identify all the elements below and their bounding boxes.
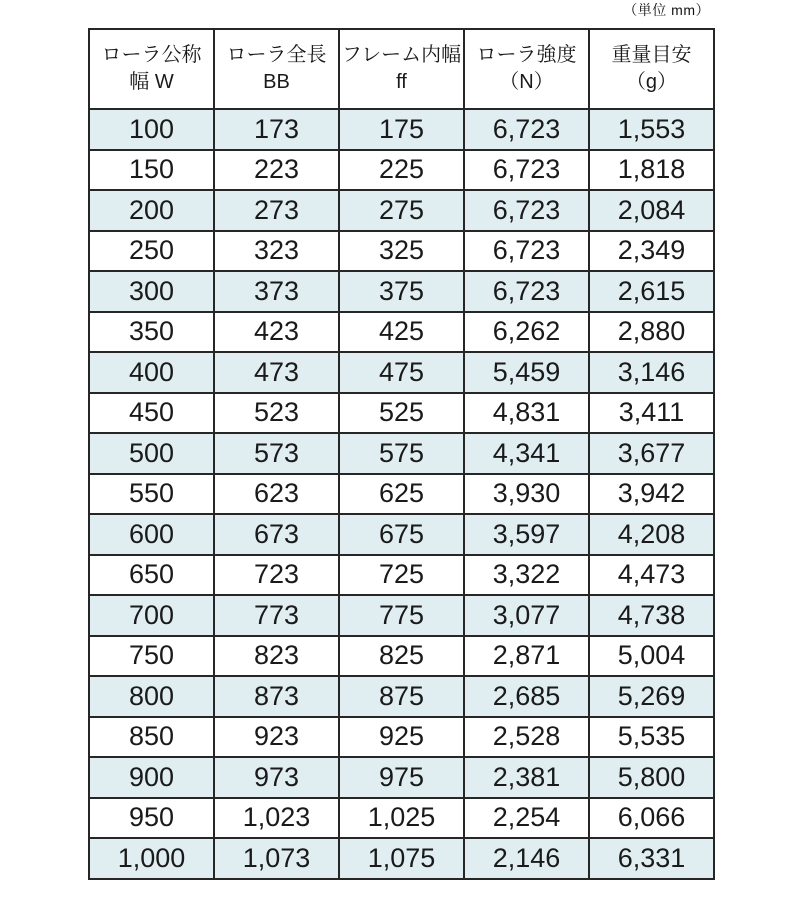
table-cell: 100: [89, 109, 214, 150]
table-cell: 200: [89, 190, 214, 231]
table-cell: 900: [89, 757, 214, 798]
table-cell: 923: [214, 717, 339, 758]
table-cell: 6,331: [589, 838, 714, 879]
table-cell: 2,880: [589, 312, 714, 353]
table-cell: 373: [214, 271, 339, 312]
table-cell: 475: [339, 352, 464, 393]
table-cell: 350: [89, 312, 214, 353]
table-cell: 4,831: [464, 393, 589, 434]
table-body: [89, 109, 714, 879]
table-cell: 2,381: [464, 757, 589, 798]
column-header-frame-inner-width: [339, 29, 464, 109]
table-cell: 773: [214, 595, 339, 636]
table-cell: 325: [339, 231, 464, 272]
table-cell: 250: [89, 231, 214, 272]
table-cell: 3,411: [589, 393, 714, 434]
table-cell: 825: [339, 636, 464, 677]
table-cell: 525: [339, 393, 464, 434]
table-cell: 1,000: [89, 838, 214, 879]
table-cell: 573: [214, 433, 339, 474]
column-header-line1: ローラ全長: [226, 44, 327, 66]
table-cell: 2,084: [589, 190, 714, 231]
column-header-line2: 幅 W: [129, 71, 174, 93]
table-cell: 275: [339, 190, 464, 231]
table-cell: 1,023: [214, 798, 339, 839]
table-cell: 3,077: [464, 595, 589, 636]
table-cell: 5,535: [589, 717, 714, 758]
column-header-weight-estimate: [589, 29, 714, 109]
table-cell: 3,146: [589, 352, 714, 393]
table-row: [89, 474, 714, 515]
table-cell: 173: [214, 109, 339, 150]
column-header-roller-strength: [464, 29, 589, 109]
table-row: [89, 352, 714, 393]
table-cell: 473: [214, 352, 339, 393]
table-cell: 723: [214, 555, 339, 596]
table-cell: 6,723: [464, 109, 589, 150]
roller-spec-table: [88, 28, 715, 880]
table-cell: 3,322: [464, 555, 589, 596]
table-row: [89, 150, 714, 191]
table-cell: 425: [339, 312, 464, 353]
table-cell: 6,723: [464, 150, 589, 191]
table-row: [89, 190, 714, 231]
table-cell: 2,254: [464, 798, 589, 839]
table-cell: 750: [89, 636, 214, 677]
table-cell: 423: [214, 312, 339, 353]
table-cell: 5,800: [589, 757, 714, 798]
table-cell: 700: [89, 595, 214, 636]
table-cell: 3,930: [464, 474, 589, 515]
table-cell: 623: [214, 474, 339, 515]
table-cell: 300: [89, 271, 214, 312]
table-cell: 3,942: [589, 474, 714, 515]
table-row: [89, 514, 714, 555]
table-cell: 3,677: [589, 433, 714, 474]
table-row: [89, 757, 714, 798]
table-cell: 625: [339, 474, 464, 515]
table-cell: 5,459: [464, 352, 589, 393]
table-cell: 1,073: [214, 838, 339, 879]
unit-label: （単位 mm）: [623, 2, 710, 18]
table-cell: 225: [339, 150, 464, 191]
table-row: [89, 555, 714, 596]
table-cell: 925: [339, 717, 464, 758]
table-cell: 673: [214, 514, 339, 555]
table-cell: 850: [89, 717, 214, 758]
table-cell: 1,075: [339, 838, 464, 879]
table-header: [89, 29, 714, 109]
table-row: [89, 595, 714, 636]
table-cell: 6,066: [589, 798, 714, 839]
table-cell: 4,341: [464, 433, 589, 474]
table-cell: 873: [214, 676, 339, 717]
table-cell: 6,723: [464, 271, 589, 312]
table-cell: 5,269: [589, 676, 714, 717]
table-cell: 6,723: [464, 231, 589, 272]
table-cell: 973: [214, 757, 339, 798]
table-cell: 950: [89, 798, 214, 839]
table-cell: 725: [339, 555, 464, 596]
table-cell: 4,473: [589, 555, 714, 596]
table-cell: 975: [339, 757, 464, 798]
column-header-line1: ローラ公称: [101, 44, 202, 66]
table-cell: 6,262: [464, 312, 589, 353]
table-cell: 5,004: [589, 636, 714, 677]
table-cell: 273: [214, 190, 339, 231]
table-row: [89, 393, 714, 434]
table-cell: 223: [214, 150, 339, 191]
table-cell: 523: [214, 393, 339, 434]
table-cell: 1,553: [589, 109, 714, 150]
table-row: [89, 798, 714, 839]
header-row: [89, 29, 714, 109]
column-header-line2: （N）: [499, 71, 554, 93]
table-cell: 823: [214, 636, 339, 677]
table-cell: 450: [89, 393, 214, 434]
column-header-line2: BB: [263, 71, 290, 93]
column-header-line2: （g）: [625, 71, 678, 93]
table-cell: 1,025: [339, 798, 464, 839]
table-cell: 2,146: [464, 838, 589, 879]
column-header-nominal-width: [89, 29, 214, 109]
table-cell: 650: [89, 555, 214, 596]
table-cell: 875: [339, 676, 464, 717]
table-cell: 375: [339, 271, 464, 312]
table-row: [89, 838, 714, 879]
table-cell: 150: [89, 150, 214, 191]
table-row: [89, 717, 714, 758]
table-cell: 550: [89, 474, 214, 515]
table-cell: 1,818: [589, 150, 714, 191]
table-cell: 6,723: [464, 190, 589, 231]
table-cell: 2,685: [464, 676, 589, 717]
table-row: [89, 271, 714, 312]
column-header-line1: 重量目安: [611, 44, 692, 66]
column-header-line1: ローラ強度: [476, 44, 577, 66]
table-cell: 4,208: [589, 514, 714, 555]
table-cell: 2,871: [464, 636, 589, 677]
column-header-line1: フレーム内幅: [341, 44, 462, 66]
table-row: [89, 676, 714, 717]
table-row: [89, 433, 714, 474]
table-cell: 3,597: [464, 514, 589, 555]
table-cell: 175: [339, 109, 464, 150]
table-cell: 775: [339, 595, 464, 636]
table-cell: 323: [214, 231, 339, 272]
table-cell: 4,738: [589, 595, 714, 636]
table-cell: 2,528: [464, 717, 589, 758]
table-cell: 800: [89, 676, 214, 717]
table-cell: 600: [89, 514, 214, 555]
column-header-roller-length: [214, 29, 339, 109]
table-cell: 500: [89, 433, 214, 474]
table-row: [89, 231, 714, 272]
table-cell: 400: [89, 352, 214, 393]
table-row: [89, 636, 714, 677]
table-cell: 675: [339, 514, 464, 555]
table-row: [89, 109, 714, 150]
table-cell: 2,349: [589, 231, 714, 272]
column-header-line2: ff: [396, 71, 407, 93]
table-cell: 2,615: [589, 271, 714, 312]
table-row: [89, 312, 714, 353]
table-cell: 575: [339, 433, 464, 474]
